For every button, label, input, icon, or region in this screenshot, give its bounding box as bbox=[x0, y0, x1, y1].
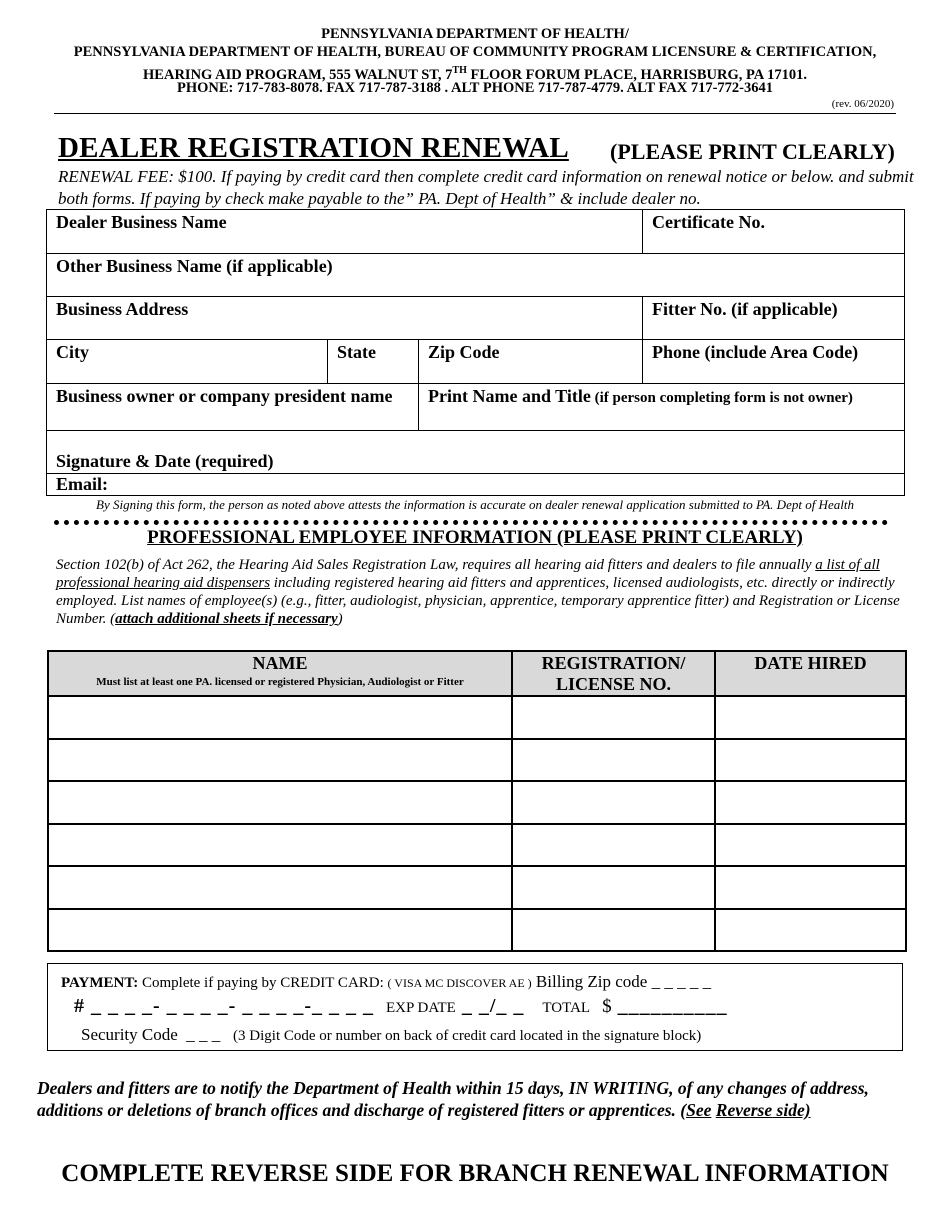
instructions-attach-sheets: attach additional sheets if necessary bbox=[115, 611, 338, 627]
security-code-field[interactable]: _ _ _ bbox=[186, 1025, 221, 1044]
notify-main-text: Dealers and fitters are to notify the Department of Health within 15 days, IN WRITING, of any changes of address, additions or deletions of branch offices and discharge of registered fitters or apprentices. bbox=[37, 1078, 869, 1120]
registration-column-line2: LICENSE NO. bbox=[555, 674, 672, 694]
business-address-field[interactable] bbox=[47, 297, 643, 340]
name-column-note: Must list at least one PA. licensed or registered Physician, Audiologist or Fitter bbox=[96, 676, 464, 688]
instructions-part-7: ) bbox=[337, 611, 343, 627]
print-name-title-label: Print Name and Title bbox=[428, 386, 591, 406]
city-label: City bbox=[56, 342, 89, 362]
employee-date-hired-cell[interactable] bbox=[715, 909, 906, 952]
owner-name-field[interactable] bbox=[47, 384, 419, 431]
employee-row bbox=[48, 739, 906, 782]
exp-date-label: EXP DATE bbox=[385, 1000, 456, 1016]
fitter-no-label: Fitter No. (if applicable) bbox=[652, 299, 838, 319]
employee-row bbox=[48, 781, 906, 824]
signature-date-label: Signature & Date (required) bbox=[56, 451, 274, 471]
employee-license-cell[interactable] bbox=[512, 696, 715, 739]
card-number-line bbox=[74, 995, 728, 1018]
employee-row bbox=[48, 696, 906, 739]
employee-license-cell[interactable] bbox=[512, 824, 715, 867]
notify-side: side) bbox=[772, 1100, 811, 1120]
phone-label: Phone (include Area Code) bbox=[652, 342, 859, 362]
date-hired-column-header: DATE HIRED bbox=[715, 651, 906, 696]
renewal-fee-text: RENEWAL FEE: $100. If paying by credit card then complete credit card information on renewal notice or below. and submit both forms. If paying by check make payable to the” PA. Dept of Health” & include dealer no. bbox=[58, 167, 914, 208]
security-code-label: Security Code bbox=[81, 1025, 178, 1044]
employee-date-hired-cell[interactable] bbox=[715, 696, 906, 739]
dealer-business-name-field[interactable] bbox=[47, 210, 643, 254]
city-field[interactable] bbox=[47, 340, 328, 384]
total-amount-field[interactable]: __________ bbox=[617, 995, 728, 1017]
act-262-instructions bbox=[56, 556, 901, 628]
header-address-pre: HEARING AID PROGRAM, 555 WALNUT ST, 7 bbox=[143, 66, 453, 83]
instructions-part-5: including registered hearing aid fitters and apprentices, licensed audiologists, etc. directly or indirectly employed. List names of employee(s) (e.g., fitter, audiologist, physician, apprentice, temporary apprentice fitter) and Registration or License Number. ( bbox=[56, 575, 900, 627]
accepted-cards: ( VISA MC DISCOVER AE ) bbox=[387, 976, 532, 990]
zip-code-label: Zip Code bbox=[428, 342, 500, 362]
notify-reverse: Reverse bbox=[715, 1100, 773, 1120]
professional-employee-heading: PROFESSIONAL EMPLOYEE INFORMATION (PLEASE PRINT CLEARLY) bbox=[147, 527, 803, 548]
certificate-no-field[interactable] bbox=[643, 210, 905, 254]
print-name-title-note: (if person completing form is not owner) bbox=[590, 390, 853, 406]
attestation-text: By Signing this form, the person as noted above attests the information is accurate on dealer renewal application submitted to PA. Dept of Health bbox=[96, 497, 854, 512]
card-number-field[interactable]: # _ _ _ _- _ _ _ _- _ _ _ _-_ _ _ _ bbox=[74, 995, 374, 1017]
registration-column-header bbox=[512, 651, 715, 696]
registration-column-line1: REGISTRATION/ bbox=[541, 653, 686, 673]
name-column-header bbox=[48, 651, 512, 696]
print-name-title-field[interactable] bbox=[419, 384, 905, 431]
total-label: TOTAL bbox=[542, 1000, 591, 1016]
email-field[interactable] bbox=[47, 474, 905, 496]
name-column-title: NAME bbox=[252, 653, 308, 673]
employee-date-hired-cell[interactable] bbox=[715, 739, 906, 782]
header-dept-line: PENNSYLVANIA DEPARTMENT OF HEALTH/ bbox=[321, 26, 629, 42]
other-business-name-field[interactable] bbox=[47, 254, 905, 297]
payment-instruction: Complete if paying by CREDIT CARD: bbox=[138, 975, 388, 991]
header-bureau-line: PENNSYLVANIA DEPARTMENT OF HEALTH, BUREAU OF COMMUNITY PROGRAM LICENSURE & CERTIFICATION, bbox=[73, 44, 877, 60]
header-address-post: FLOOR FORUM PLACE, HARRISBURG, PA 17101. bbox=[466, 66, 807, 83]
exp-date-field[interactable]: _ _/_ _ bbox=[461, 995, 525, 1017]
notify-see: (See bbox=[680, 1100, 712, 1120]
employee-table bbox=[47, 650, 907, 952]
employee-date-hired-cell[interactable] bbox=[715, 824, 906, 867]
billing-zip-field[interactable]: Billing Zip code _ _ _ _ _ bbox=[531, 972, 712, 991]
notify-changes-text bbox=[37, 1077, 907, 1121]
employee-row bbox=[48, 909, 906, 952]
employee-row bbox=[48, 866, 906, 909]
total-dollar-sign: $ bbox=[602, 996, 612, 1017]
header-phone-line: PHONE: 717-783-8078. FAX 717-787-3188 . ALT PHONE 717-787-4779. ALT FAX 717-772-3641 bbox=[177, 80, 773, 96]
reverse-side-footer: COMPLETE REVERSE SIDE FOR BRANCH RENEWAL INFORMATION bbox=[61, 1160, 889, 1187]
revision-date: (rev. 06/2020) bbox=[831, 98, 894, 110]
header-divider bbox=[54, 113, 896, 114]
employee-license-cell[interactable] bbox=[512, 739, 715, 782]
header-address-sup: TH bbox=[452, 65, 467, 76]
owner-name-label: Business owner or company president name bbox=[56, 386, 393, 406]
employee-name-cell[interactable] bbox=[48, 739, 512, 782]
payment-box bbox=[47, 963, 903, 1051]
employee-license-cell[interactable] bbox=[512, 781, 715, 824]
print-clearly-note: (PLEASE PRINT CLEARLY) bbox=[610, 139, 895, 164]
certificate-no-label: Certificate No. bbox=[652, 212, 765, 232]
employee-license-cell[interactable] bbox=[512, 909, 715, 952]
dealer-business-name-label: Dealer Business Name bbox=[56, 212, 227, 232]
state-field[interactable] bbox=[328, 340, 419, 384]
employee-row bbox=[48, 824, 906, 867]
employee-name-cell[interactable] bbox=[48, 824, 512, 867]
employee-date-hired-cell[interactable] bbox=[715, 781, 906, 824]
security-code-line bbox=[81, 1025, 701, 1045]
instructions-list-of-all: a list of all bbox=[815, 557, 880, 573]
email-label: Email: bbox=[56, 474, 108, 494]
instructions-dispensers: professional hearing aid dispensers bbox=[56, 575, 271, 591]
instructions-part-1: Section 102(b) of Act 262, the Hearing Aid Sales Registration Law, requires all hearing aid fitters and dealers to file annually bbox=[56, 557, 816, 573]
employee-date-hired-cell[interactable] bbox=[715, 866, 906, 909]
other-business-name-label: Other Business Name (if applicable) bbox=[56, 256, 333, 276]
section-divider bbox=[54, 520, 888, 525]
registration-form bbox=[46, 209, 905, 496]
employee-name-cell[interactable] bbox=[48, 696, 512, 739]
zip-code-field[interactable] bbox=[419, 340, 643, 384]
signature-date-field[interactable] bbox=[47, 431, 905, 474]
employee-name-cell[interactable] bbox=[48, 866, 512, 909]
phone-field[interactable] bbox=[643, 340, 905, 384]
business-address-label: Business Address bbox=[56, 299, 189, 319]
payment-label: PAYMENT: bbox=[61, 975, 139, 991]
security-code-note: (3 Digit Code or number on back of credit card located in the signature block) bbox=[233, 1028, 702, 1044]
fitter-no-field[interactable] bbox=[643, 297, 905, 340]
form-title: DEALER REGISTRATION RENEWAL bbox=[58, 132, 569, 164]
payment-instruction-line bbox=[61, 972, 711, 992]
employee-name-cell[interactable] bbox=[48, 781, 512, 824]
employee-name-cell[interactable] bbox=[48, 909, 512, 952]
state-label: State bbox=[337, 342, 376, 362]
employee-license-cell[interactable] bbox=[512, 866, 715, 909]
